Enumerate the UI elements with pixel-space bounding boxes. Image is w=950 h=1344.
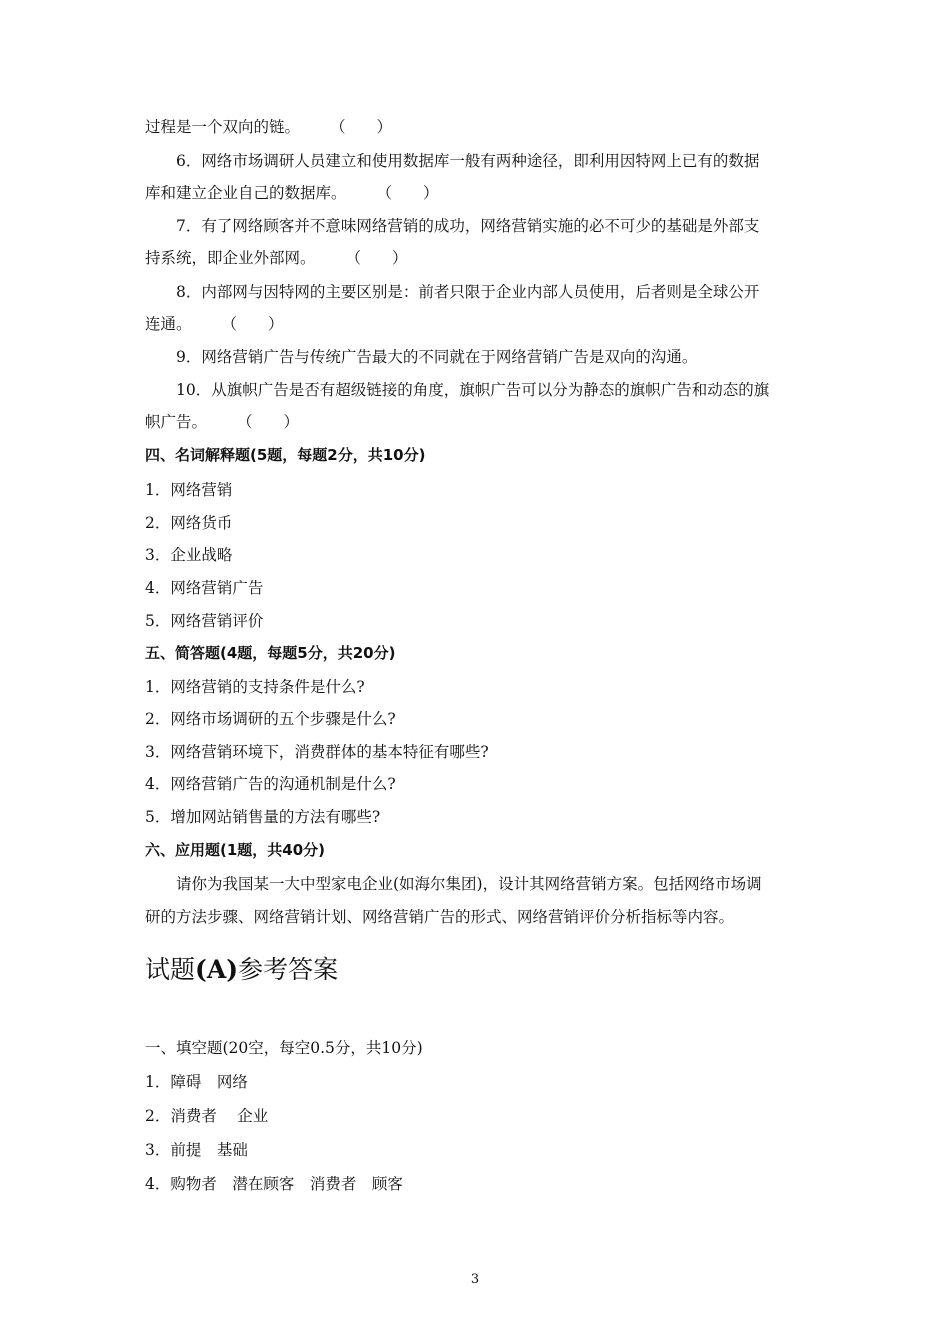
term-item: 4．网络营销广告 — [145, 579, 264, 597]
question-item: 3．网络营销环境下，消费群体的基本特征有哪些? — [145, 743, 489, 761]
question-item: 5．增加网站销售量的方法有哪些? — [145, 808, 381, 826]
question-item: 2．网络市场调研的五个步骤是什么? — [145, 710, 396, 728]
application-question-line: 请你为我国某一大中型家电企业(如海尔集团)，设计其网络营销方案。包括网络市场调 — [176, 875, 762, 893]
application-question-line: 研的方法步骤、网络营销计划、网络营销广告的形式、网络营销评价分析指标等内容。 — [145, 908, 735, 926]
judge-item-10: 10．从旗帜广告是否有超级链接的角度，旗帜广告可以分为静态的旗帜广告和动态的旗 — [176, 381, 770, 399]
judge-line: 过程是一个双向的链。 （ ） — [145, 118, 393, 136]
page-number: 3 — [470, 1272, 480, 1287]
answer-blank: （ ） — [221, 315, 284, 333]
fill-answer: 1．障碍 网络 — [145, 1073, 248, 1091]
answer-blank: （ ） — [345, 249, 408, 267]
fill-answer: 4．购物者 潜在顾客 消费者 顾客 — [145, 1175, 403, 1193]
fill-answer: 3．前提 基础 — [145, 1141, 248, 1159]
judge-item-8: 8．内部网与因特网的主要区别是：前者只限于企业内部人员使用，后者则是全球公开 — [176, 283, 760, 301]
term-item: 3．企业战略 — [145, 546, 233, 564]
answer-blank: （ ） — [237, 413, 300, 431]
judge-item-7: 7．有了网络顾客并不意味网络营销的成功，网络营销实施的必不可少的基础是外部支 — [176, 217, 760, 235]
term-item: 1．网络营销 — [145, 481, 233, 499]
judge-item-9: 9．网络营销广告与传统广告最大的不同就在于网络营销广告是双向的沟通。 — [176, 348, 698, 366]
judge-line: 持系统，即企业外部网。 （ ） — [145, 249, 408, 267]
answer-blank: （ ） — [376, 184, 439, 202]
term-item: 5．网络营销评价 — [145, 612, 264, 630]
judge-line: 帜广告。 （ ） — [145, 413, 300, 431]
judge-line: 库和建立企业自己的数据库。 （ ） — [145, 184, 439, 202]
fill-heading: 一、填空题(20空，每空0.5分，共10分) — [145, 1039, 423, 1057]
answer-blank: （ ） — [330, 118, 393, 136]
section-5-heading: 五、简答题(4题，每题5分，共20分) — [145, 644, 396, 662]
answer-title: 试题(A)参考答案 — [145, 955, 339, 984]
question-item: 4．网络营销广告的沟通机制是什么? — [145, 775, 396, 793]
term-item: 2．网络货币 — [145, 514, 233, 532]
question-item: 1．网络营销的支持条件是什么? — [145, 678, 365, 696]
fill-answer: 2．消费者 企业 — [145, 1107, 269, 1125]
judge-line: 连通。 （ ） — [145, 315, 284, 333]
section-4-heading: 四、名词解释题(5题，每题2分，共10分) — [145, 446, 426, 464]
judge-item-6: 6．网络市场调研人员建立和使用数据库一般有两种途径，即利用因特网上已有的数据 — [176, 152, 760, 170]
section-6-heading: 六、应用题(1题，共40分) — [145, 841, 326, 859]
